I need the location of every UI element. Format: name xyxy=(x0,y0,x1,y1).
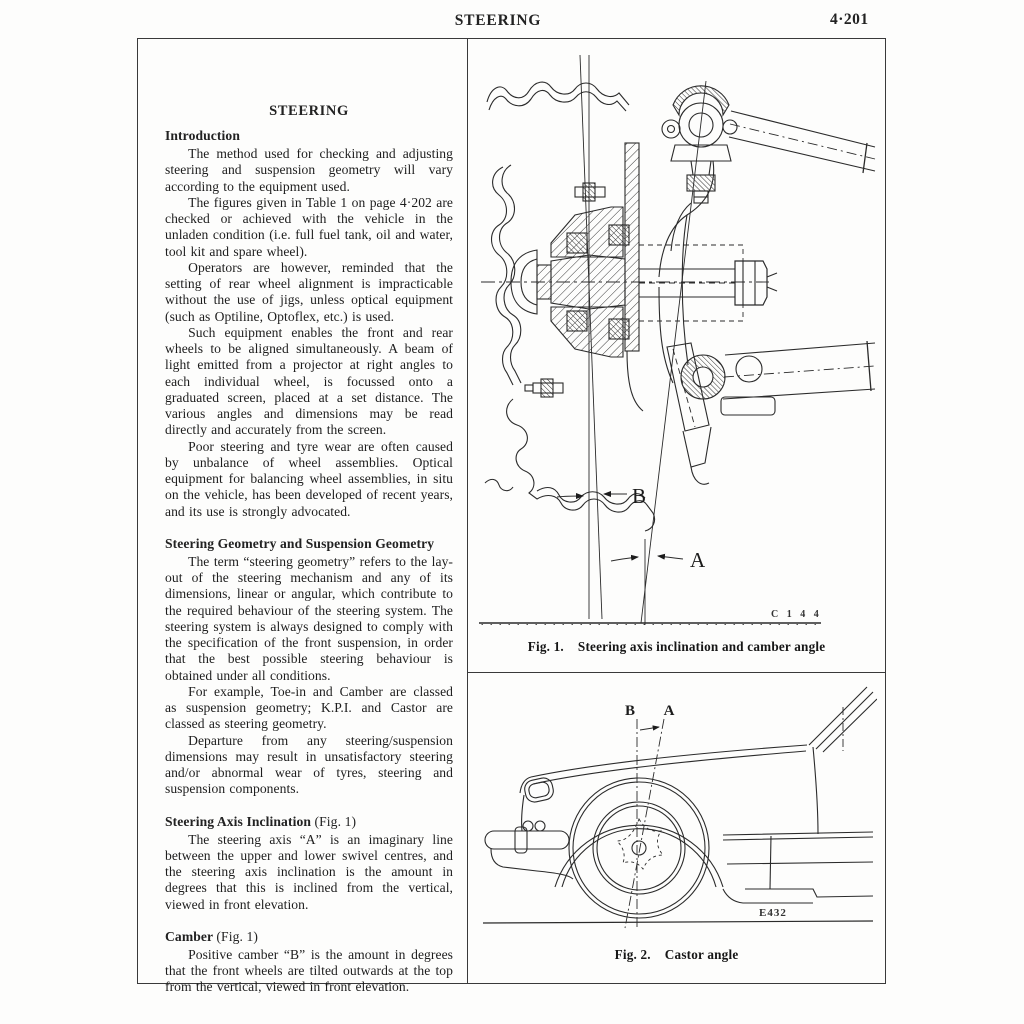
figure-1-caption-text: Steering axis inclination and camber angle xyxy=(577,639,826,654)
section-steering-axis-inclination xyxy=(165,814,453,913)
hub-nut xyxy=(735,261,767,305)
hub-center xyxy=(632,841,646,855)
sidelight xyxy=(535,821,545,831)
content-frame xyxy=(137,38,886,995)
castor-arrow xyxy=(640,727,659,730)
figure-2 xyxy=(468,672,885,963)
figure-1-number: Fig. 1. xyxy=(527,639,564,654)
figure-1-caption xyxy=(468,639,885,655)
paragraph: The steering axis “A” is an imaginary line between the upper and lower swivel centres, and the steering axis inclination is the amount in degrees that this is inclined from the vertical, viewed in front elevation. xyxy=(165,831,453,912)
headlamp xyxy=(523,776,555,803)
page-number: 4·201 xyxy=(830,11,869,28)
upper-ball-joint xyxy=(662,86,737,203)
figure-1-drawing xyxy=(477,47,877,625)
figure-2-number: Fig. 2. xyxy=(614,947,651,962)
steering-axis-label: A xyxy=(689,548,705,572)
camber-arrow-left xyxy=(557,496,583,497)
kpi-arrow-right xyxy=(658,556,683,559)
section-camber xyxy=(165,929,453,996)
page-header-title: STEERING xyxy=(454,12,542,29)
paragraph: The figures given in Table 1 on page 4·202 are checked or achieved with the vehicle in the unladen condition (i.e. full fuel tank, oil and water, tool kit and spare wheel). xyxy=(165,194,453,259)
castor-lines xyxy=(625,707,843,928)
lower-arm-assembly xyxy=(667,341,875,484)
figure-2-caption xyxy=(468,947,885,963)
figure-1-code: C 1 4 4 xyxy=(770,609,822,620)
paragraph: Poor steering and tyre wear are often caused by unbalance of wheel assemblies. Optical equipment for balancing wheel assemblies, in situ on the vehicle, has been developed of recent years, and its use is strongly advocated. xyxy=(165,438,453,519)
camber-angle-label: B xyxy=(631,484,646,508)
section-heading xyxy=(165,536,453,552)
paragraph: Departure from any steering/suspension dimensions may result in unsatisfactory steering and/or abnormal wear of tyres, steering and suspension components. xyxy=(165,732,453,797)
door-shut-line xyxy=(770,836,771,889)
tyre xyxy=(569,778,709,918)
heading-text: Steering Geometry and Suspension Geometry xyxy=(165,535,435,551)
figure-2-caption-text: Castor angle xyxy=(664,947,739,962)
hub-assembly xyxy=(511,143,777,411)
text-column xyxy=(138,39,468,995)
paragraph: Positive camber “B” is the amount in degrees that the front wheels are tilted outwards at the top from the vertical, viewed in front elevation. xyxy=(165,946,453,995)
heading-suffix: (Fig. 1) xyxy=(314,813,357,829)
section-introduction xyxy=(165,128,453,520)
kpi-arrow-left xyxy=(611,557,638,561)
paragraph: The term “steering geometry” refers to the lay-out of the steering mechanism and any of its dimensions, linear or angular, which contribute to the required behaviour of the steering system. The steering system is always designed to comply with the specification of the front suspension, in order that the best possible steering behaviour is obtained under all conditions. xyxy=(165,553,453,683)
figure-column xyxy=(468,39,885,983)
swage-line xyxy=(723,832,873,840)
heading-text: Camber xyxy=(165,928,213,944)
figure-2-code: E432 xyxy=(758,907,787,919)
heading-text: Introduction xyxy=(165,128,240,143)
castor-label-a: A xyxy=(663,703,674,719)
section-heading xyxy=(165,929,453,945)
ground-line xyxy=(479,623,821,625)
wheel-rim xyxy=(593,802,685,894)
figure-2-drawing xyxy=(477,683,877,933)
paragraph: For example, Toe-in and Camber are classed as suspension geometry; K.P.I. and Castor are classed as steering geometry. xyxy=(165,683,453,732)
front-wheel xyxy=(569,778,709,918)
car-body-outline xyxy=(485,687,877,903)
sill-line xyxy=(745,889,873,897)
article-title: STEERING xyxy=(269,103,349,119)
ground-hatching xyxy=(479,624,819,625)
section-heading xyxy=(165,814,453,830)
heading-text: Steering Axis Inclination xyxy=(165,813,312,829)
section-steering-geometry xyxy=(165,536,453,798)
paragraph: The method used for checking and adjusting steering and suspension geometry will vary according to the equipment used. xyxy=(165,146,453,194)
section-heading xyxy=(165,128,453,144)
figure-1 xyxy=(468,39,885,655)
castor-label-b: B xyxy=(624,703,635,719)
sidelight xyxy=(523,821,533,831)
paragraph: Operators are however, reminded that the setting of rear wheel alignment is impracticable without the use of jigs, unless optical equipment (such as Optiline, Optoflex, etc.) is used. xyxy=(165,259,453,324)
paragraph: Such equipment enables the front and rear wheels to be aligned simultaneously. A beam of light emitted from a projector at right angles to each individual wheel, is focussed onto a graduated screen, placed at a set distance. The various angles and dimensions may be read directly and accurately from the screen. xyxy=(165,324,453,438)
castor-axis-line xyxy=(625,719,664,928)
ground-line xyxy=(483,921,873,923)
bonnet-line xyxy=(531,745,807,777)
heading-suffix: (Fig. 1) xyxy=(216,928,259,944)
upper-arm xyxy=(729,111,875,173)
